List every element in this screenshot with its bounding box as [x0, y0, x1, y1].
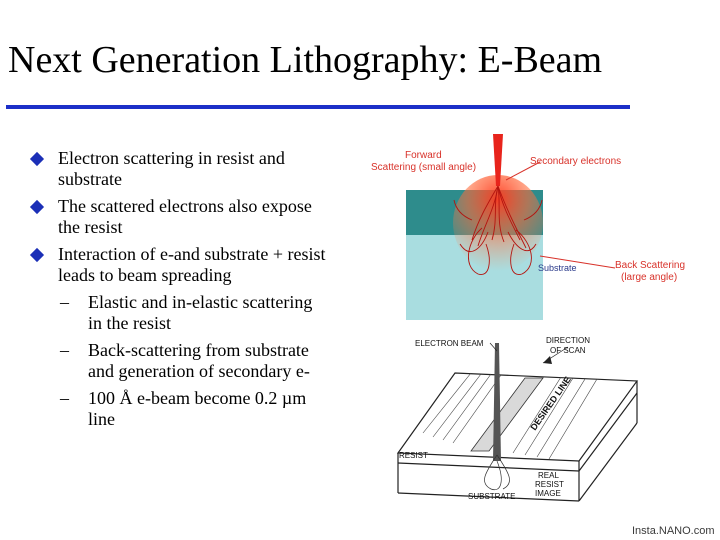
bullet-list — [30, 148, 330, 430]
bullet-item — [30, 196, 330, 238]
scan-arrowhead — [543, 356, 552, 364]
electron-beam-column — [493, 343, 501, 461]
dash-marker: – — [60, 388, 69, 408]
bullet-text: Electron scattering in resist and substrate — [58, 148, 285, 189]
real-resist-label-2: RESIST — [535, 480, 564, 489]
dash-marker: – — [60, 340, 69, 360]
sub-bullet-item — [30, 292, 330, 334]
exposed-line-trench — [471, 378, 543, 451]
dash-marker: – — [60, 292, 69, 312]
sub-bullet-item — [30, 388, 330, 430]
resist-label: RESIST — [399, 451, 428, 460]
sub-bullet-item — [30, 340, 330, 382]
diamond-bullet-icon — [30, 152, 44, 166]
bullet-item — [30, 148, 330, 190]
secondary-electrons-label: Secondary electrons — [530, 156, 622, 167]
source-credit: Insta.NANO.com — [632, 525, 715, 537]
sub-bullet-text: 100 Å e-beam become 0.2 µm line — [88, 388, 307, 429]
ebeam-line-diagram — [393, 333, 643, 508]
forward-label-sub: Scattering (small angle) — [371, 162, 477, 173]
desired-line-label: DESIRED LINE — [528, 374, 573, 433]
real-resist-label-3: IMAGE — [535, 489, 561, 498]
back-scattering-label-sub: (large angle) — [621, 272, 678, 283]
forward-label: Forward — [405, 150, 442, 161]
bullet-text: The scattered electrons also expose the resist — [58, 196, 312, 237]
sub-bullet-text: Elastic and in-elastic scattering in the resist — [88, 292, 313, 333]
bullet-item — [30, 244, 330, 286]
electron-beam-label: ELECTRON BEAM — [415, 339, 484, 348]
direction-label-sub: OF SCAN — [550, 346, 586, 355]
back-scattering-label: Back Scattering — [615, 260, 686, 271]
real-resist-label: REAL — [538, 471, 559, 480]
bullet-text: Interaction of e-and substrate + resist leads to beam spreading — [58, 244, 326, 285]
electron-scattering-diagram — [360, 128, 695, 323]
sub-bullet-text: Back-scattering from substrate and generation of secondary e- — [88, 340, 310, 381]
slide-title: Next Generation Lithography: E-Beam — [8, 39, 603, 81]
direction-label: DIRECTION — [546, 336, 590, 345]
diamond-bullet-icon — [30, 200, 44, 214]
diamond-bullet-icon — [30, 248, 44, 262]
substrate-label: SUBSTRATE — [468, 492, 516, 501]
title-underline — [6, 105, 630, 109]
resist-label: Resist — [552, 209, 578, 219]
substrate-label: Substrate — [538, 263, 577, 273]
